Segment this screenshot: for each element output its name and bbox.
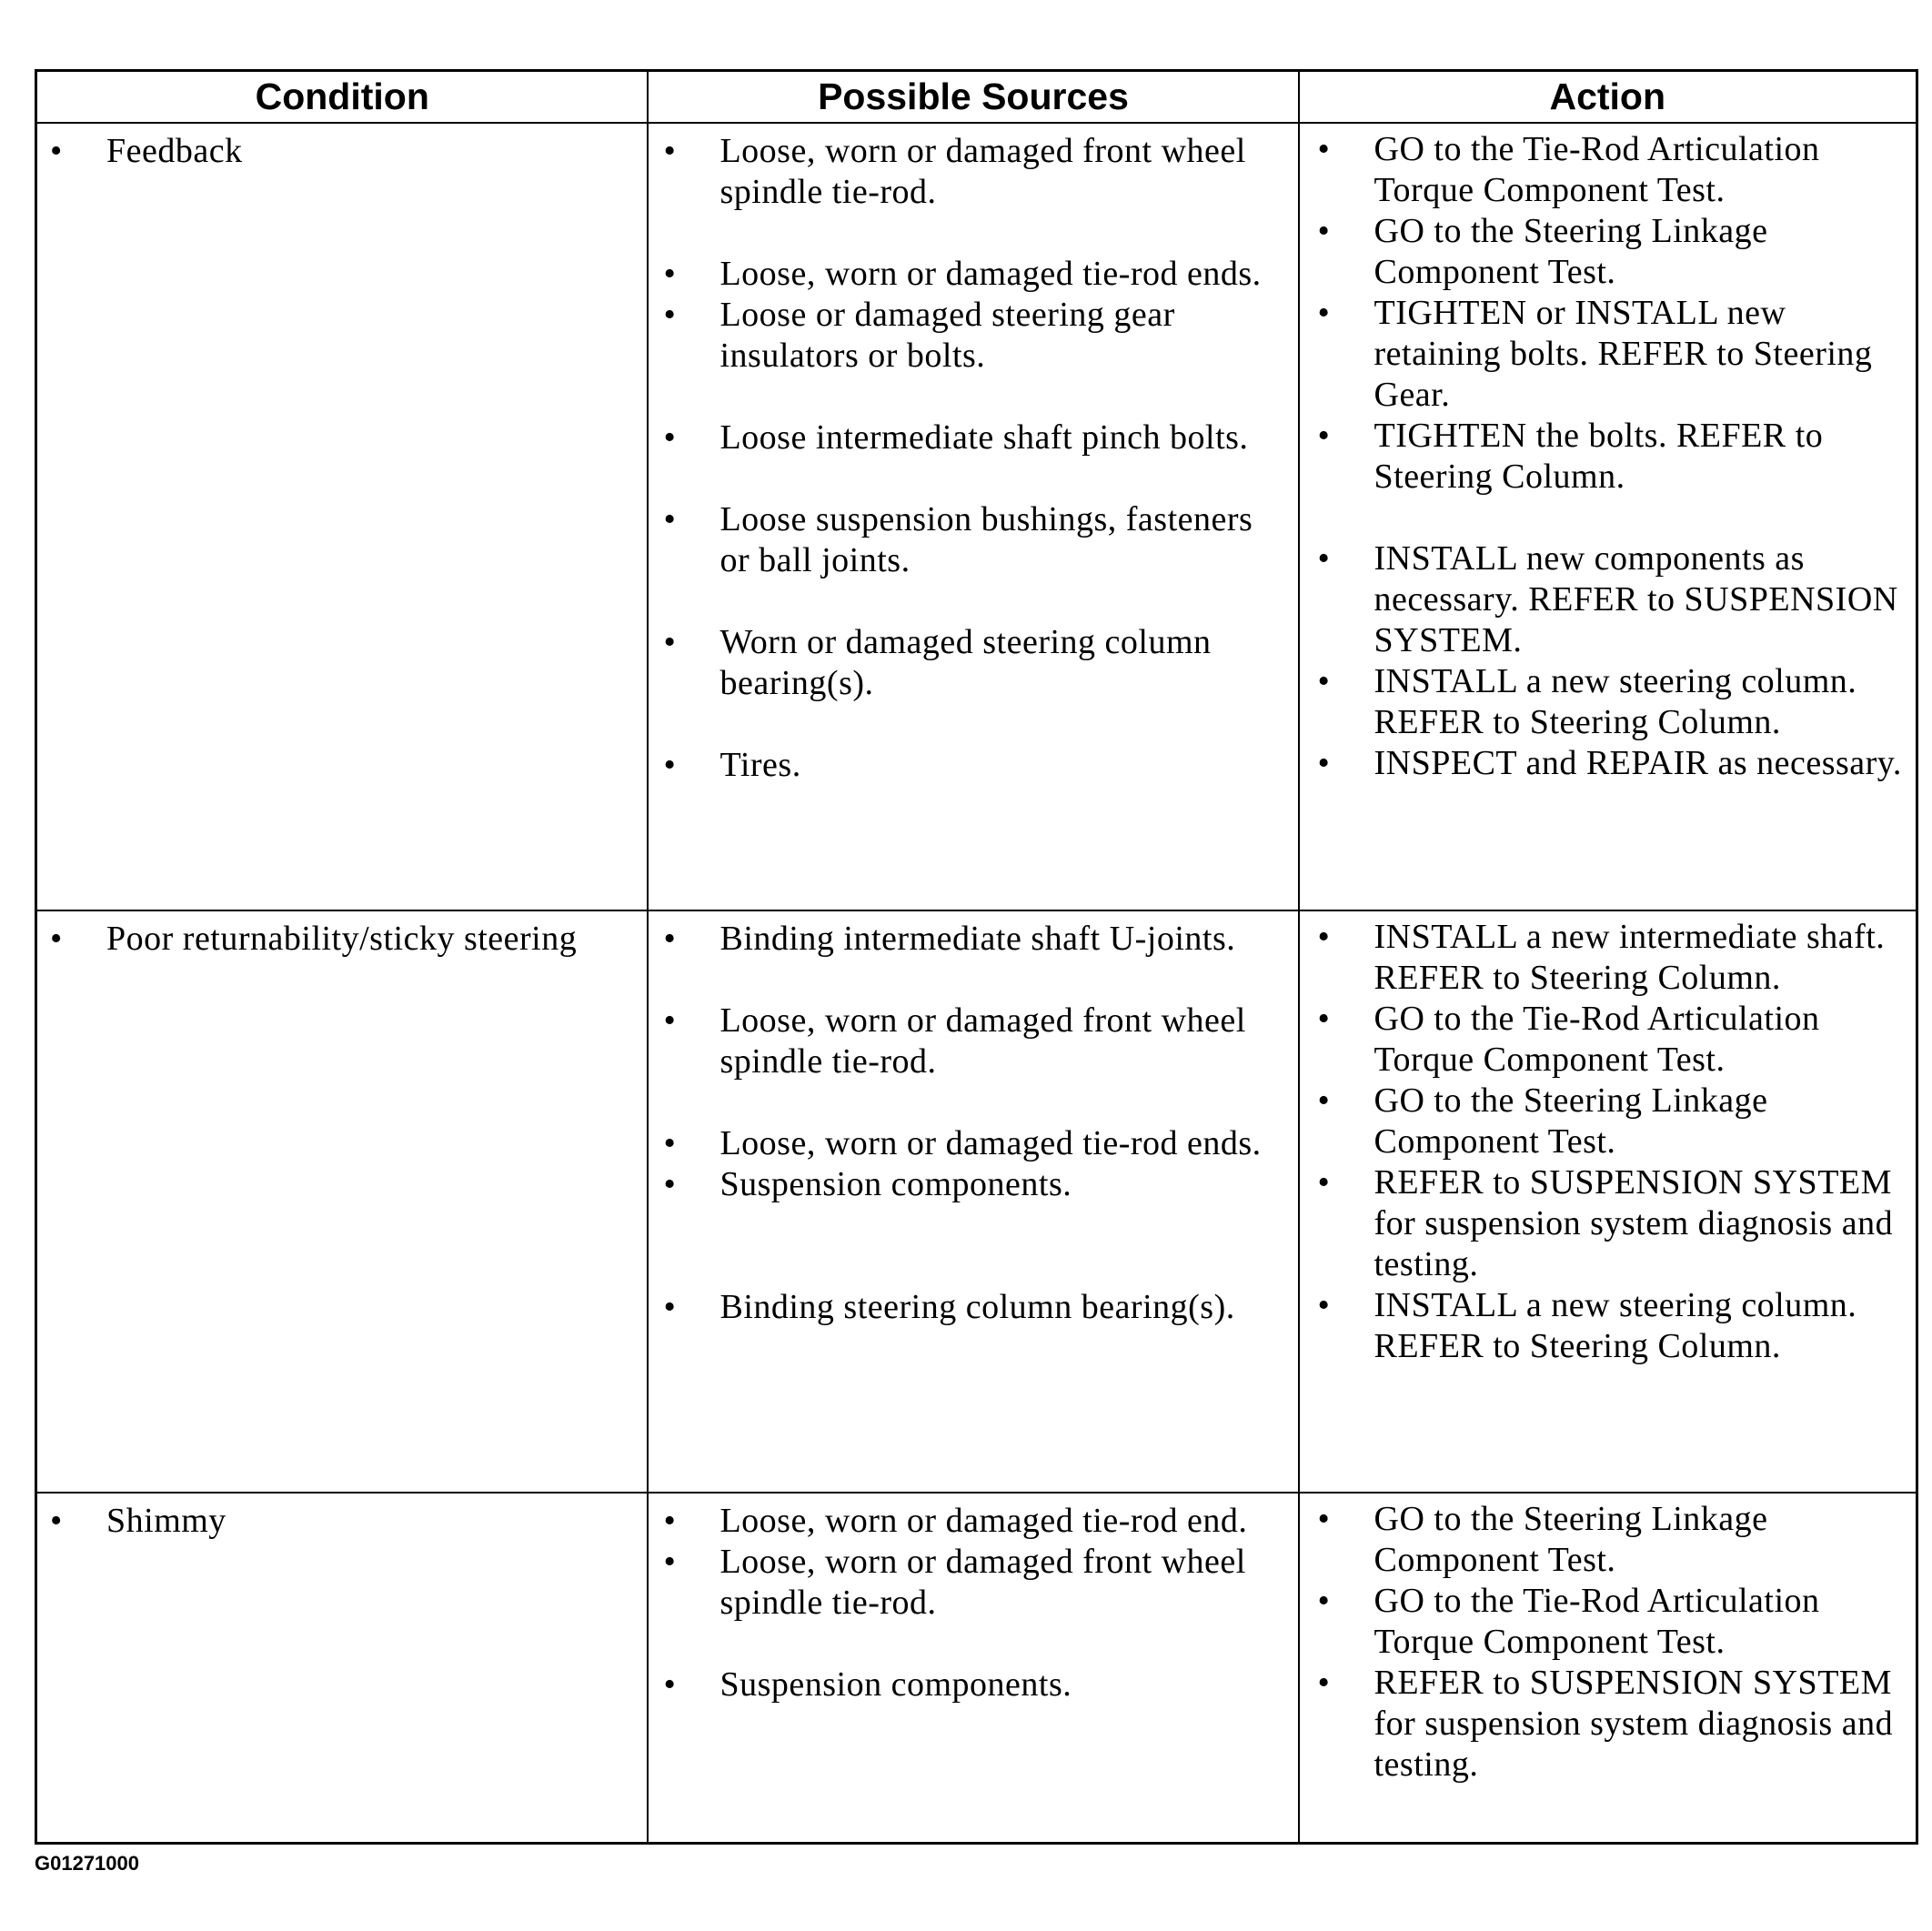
sources-cell [648,910,1298,1493]
source-text: Loose suspension bushings, fasteners or ball joints. [719,500,1253,579]
action-text: REFER to SUSPENSION SYSTEM for suspension system diagnosis and testing. [1374,1163,1894,1283]
action-item [1318,211,1917,293]
source-text: Loose, worn or damaged front wheel spindle tie-rod. [719,132,1246,211]
action-item [1318,1081,1917,1162]
source-text: Binding intermediate shaft U-joints. [719,920,1236,958]
table-row [36,1493,1917,1843]
condition-item [50,919,647,960]
bullet-icon: • [1317,130,1331,168]
source-item [663,745,1297,786]
action-item [1318,661,1917,743]
bullet-icon: • [663,920,677,958]
action-item [1318,129,1917,211]
action-text: INSTALL a new intermediate shaft. REFER to Steering Column. [1374,918,1886,997]
action-text: TIGHTEN or INSTALL new retaining bolts. REFER to Steering Gear. [1374,294,1873,414]
action-text: INSPECT and REPAIR as necessary. [1374,744,1902,782]
action-item [1318,416,1917,498]
source-item [663,1164,1297,1205]
source-item [663,499,1297,581]
actions-cell [1299,1493,1917,1843]
bullet-icon: • [663,746,677,784]
source-text: Loose, worn or damaged tie-rod ends. [719,255,1262,293]
bullet-icon: • [663,1288,677,1326]
table-row [36,910,1917,1493]
bullet-icon: • [663,132,677,170]
action-item [1318,1162,1917,1285]
action-text: GO to the Steering Linkage Component Test. [1374,1081,1768,1161]
bullet-icon: • [663,623,677,661]
actions-cell [1299,123,1917,910]
source-item [663,622,1297,704]
action-text: GO to the Tie-Rod Articulation Torque Component Test. [1374,1582,1820,1661]
action-item [1318,999,1917,1081]
condition-item [50,1501,647,1542]
actions-cell [1299,910,1917,1493]
bullet-icon: • [663,296,677,334]
source-text: Suspension components. [719,1665,1072,1704]
bullet-icon: • [1317,417,1331,455]
bullet-icon: • [663,1124,677,1162]
figure-id: G01271000 [35,1852,139,1875]
bullet-icon: • [1317,1664,1331,1702]
bullet-icon: • [1317,1582,1331,1620]
action-item [1318,1663,1917,1785]
action-item [1318,917,1917,999]
source-text: Loose intermediate shaft pinch bolts. [719,418,1249,457]
source-text: Loose, worn or damaged tie-rod end. [719,1502,1248,1540]
action-text: GO to the Tie-Rod Articulation Torque Component Test. [1374,130,1820,209]
condition-text: Shimmy [106,1502,226,1540]
bullet-icon: • [1317,294,1331,332]
bullet-icon: • [663,1665,677,1704]
source-text: Binding steering column bearing(s). [719,1288,1235,1326]
bullet-icon: • [1317,1000,1331,1038]
table-row [36,123,1917,910]
source-item [663,254,1297,295]
bullet-icon: • [1317,1081,1331,1120]
source-text: Tires. [719,746,801,784]
sources-cell [648,123,1298,910]
condition-cell [36,910,649,1493]
action-text: INSTALL new components as necessary. REFER to SUSPENSION SYSTEM. [1374,539,1898,659]
bullet-icon: • [1317,539,1331,578]
action-item [1318,1285,1917,1367]
source-text: Worn or damaged steering column bearing(s). [719,623,1212,702]
bullet-icon: • [1317,744,1331,782]
bullet-icon: • [1317,212,1331,250]
header-action: Action [1299,71,1917,124]
bullet-icon: • [1317,918,1331,956]
source-text: Loose, worn or damaged tie-rod ends. [719,1124,1262,1162]
sources-cell [648,1493,1298,1843]
action-item [1318,293,1917,416]
condition-text: Poor returnability/sticky steering [106,920,578,958]
action-text: TIGHTEN the bolts. REFER to Steering Column. [1374,417,1824,496]
action-item [1318,538,1917,661]
source-item [663,1501,1297,1542]
source-item [663,1123,1297,1164]
source-item [663,1664,1297,1705]
bullet-icon: • [50,1502,63,1540]
action-text: GO to the Tie-Rod Articulation Torque Component Test. [1374,1000,1820,1079]
source-item [663,131,1297,213]
source-item [663,1287,1297,1328]
source-item [663,295,1297,377]
action-text: REFER to SUSPENSION SYSTEM for suspension system diagnosis and testing. [1374,1664,1894,1784]
bullet-icon: • [50,920,63,958]
bullet-icon: • [663,418,677,457]
source-item [663,417,1297,458]
source-text: Loose or damaged steering gear insulators or bolts. [719,296,1175,375]
bullet-icon: • [1317,1500,1331,1538]
bullet-icon: • [1317,662,1331,700]
bullet-icon: • [663,1001,677,1040]
action-item [1318,1499,1917,1581]
table-header-row [36,71,1917,124]
action-text: INSTALL a new steering column. REFER to Steering Column. [1374,1286,1857,1365]
bullet-icon: • [663,255,677,293]
condition-cell [36,123,649,910]
bullet-icon: • [663,1502,677,1540]
action-text: GO to the Steering Linkage Component Test. [1374,1500,1768,1579]
source-item [663,1001,1297,1082]
bullet-icon: • [50,132,63,170]
condition-item [50,131,647,172]
diagnosis-table [35,69,1918,1845]
source-item [663,1542,1297,1624]
bullet-icon: • [663,500,677,538]
bullet-icon: • [1317,1163,1331,1202]
header-possible-sources: Possible Sources [648,71,1298,124]
action-item [1318,1581,1917,1663]
action-text: INSTALL a new steering column. REFER to Steering Column. [1374,662,1857,741]
action-text: GO to the Steering Linkage Component Test. [1374,212,1768,291]
source-item [663,919,1297,960]
bullet-icon: • [663,1165,677,1203]
source-text: Loose, worn or damaged front wheel spindle tie-rod. [719,1543,1246,1622]
source-text: Suspension components. [719,1165,1072,1203]
action-item [1318,743,1917,784]
condition-cell [36,1493,649,1843]
condition-text: Feedback [106,132,243,170]
bullet-icon: • [1317,1286,1331,1324]
bullet-icon: • [663,1543,677,1581]
source-text: Loose, worn or damaged front wheel spindle tie-rod. [719,1001,1246,1081]
header-condition: Condition [36,71,649,124]
